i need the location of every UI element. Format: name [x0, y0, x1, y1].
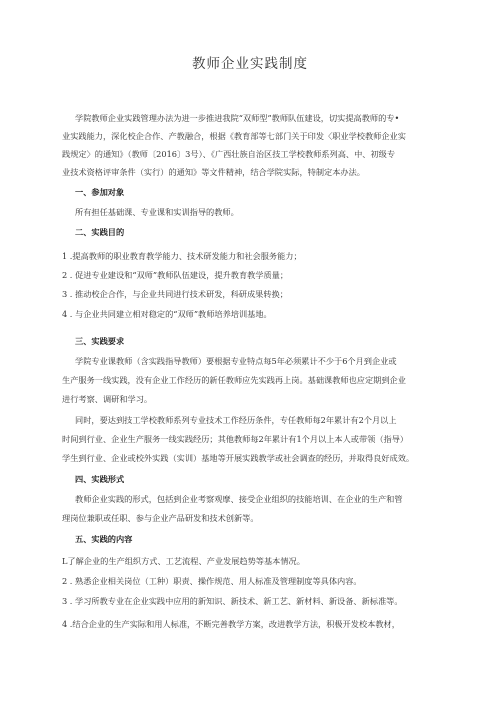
paragraph-line: 学生到行业、企业或校外实践（实训）基地等开展实践教学或社会调查的经历，并取得良好成效。: [62, 453, 415, 463]
intro-line: 业技术资格评审条件（实行）的通知》等文件精神，结合学院实际，特制定本办法。: [62, 167, 365, 177]
paragraph-line: 理岗位兼职或任职、参与企业产品研发和技术创新等。: [62, 513, 259, 523]
paragraph-line: 生产服务一线实践，没有企业工作经历的新任教师应先实践再上岗。基础课教师也应定期到企业: [62, 375, 406, 385]
intro-line: 践规定〉的通知》（教师〔2016〕3号）、《广西壮族自治区技工学校教师系列高、中、初级专: [62, 149, 396, 159]
paragraph-line: 教师企业实践的形式，包括到企业考察观摩、接受企业组织的技能培训、在企业的生产和管: [75, 494, 403, 504]
intro-line: 业实践能力，深化校企合作、产教融合，根据《教育部等七部门关于印发〈职业学校教师企业实: [62, 131, 406, 141]
paragraph-line: 学院专业课教师（含实践指导教师）要根据专业特点每5年必须累计不少于6个月到企业或: [75, 356, 397, 366]
list-item: 4 . 与企业共同建立相对稳定的“双师”教师培养培训基地。: [62, 309, 272, 319]
section-heading-purpose: 二、实践目的: [75, 227, 125, 237]
list-item: 1 .提高教师的职业教育教学能力、技术研发能力和社会服务能力；: [62, 251, 302, 261]
list-item: L了解企业的生产组织方式、工艺流程、产业发展趋势等基本情况。: [62, 556, 305, 566]
list-item: 2 . 熟悉企业相关岗位（工种）职责、操作规范、用人标准及管理制度等具体内容。: [62, 576, 362, 586]
paragraph-line: 同时，要达到技工学校教师系列专业技术工作经历条件，专任教师每2年累计有2个月以上: [75, 415, 397, 425]
section-heading-requirements: 三、实践要求: [75, 336, 125, 346]
section-heading-forms: 四、实践形式: [75, 474, 125, 484]
paragraph-line: 进行考察、调研和学习。: [62, 394, 153, 404]
list-item: 2 . 促进专业建设和“双师”教师队伍建设，提升教育教学质量；: [62, 270, 289, 280]
list-item: 3 . 学习所教专业在企业实践中应用的新知识、新技术、新工艺、新材料、新设备、新标准等。: [62, 596, 403, 606]
section-heading-participants: 一、参加对象: [75, 187, 125, 197]
list-item: 3 . 推动校企合作，与企业共同进行技术研发，科研成果转换；: [62, 289, 288, 299]
paragraph-line: 时间到行业、企业生产服务一线实践经历；其他教师每2年累计有1个月以上本人或带领（指导）: [62, 434, 409, 444]
section-heading-content: 五、实践的内容: [75, 534, 133, 544]
document-title: 教师企业实践制度: [192, 56, 308, 72]
list-item: 4 .结合企业的生产实际和用人标准，不断完善教学方案，改进教学方法，积极开发校本教材，: [62, 619, 400, 629]
section-text: 所有担任基础课、专业课和实训指导的教师。: [75, 207, 239, 217]
intro-line: 学院教师企业实践管理办法为进一步推进我院“双师型”教师队伍建设，切实提高教师的专•: [75, 113, 400, 123]
